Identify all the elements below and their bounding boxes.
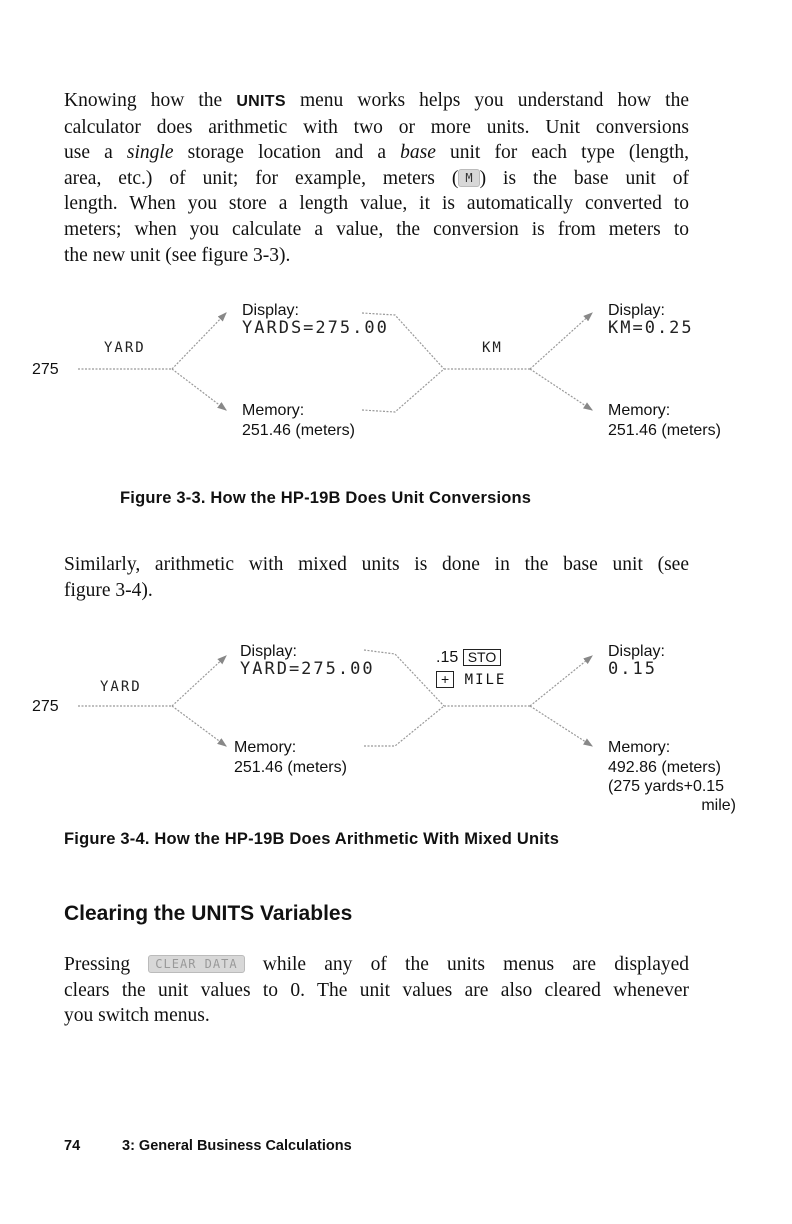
fig4-display-value-2: 0.15: [608, 659, 657, 679]
fig4-middle-value: [436, 648, 501, 668]
intro-line-7: the new unit (see figure 3-3).: [64, 244, 291, 266]
fig4-display-label-2: Display:: [608, 643, 665, 660]
mile-key: MILE: [464, 672, 507, 688]
mixed-line-1: Similarly, arithmetic with mixed units is done in the base unit (see: [64, 554, 689, 575]
intro-line-3: use a single storage location and a base unit for each type (length,: [64, 142, 689, 164]
fig3-display-label-2: Display:: [608, 302, 665, 319]
fig4-memory-note-1: (275 yards+0.15: [608, 778, 725, 795]
fig3-display-value-1: YARDS=275.00: [242, 318, 389, 338]
fig3-middle-key: KM: [482, 340, 503, 356]
fig3-input-value: 275: [32, 361, 59, 378]
fig4-memory-value-2: 492.86 (meters): [608, 759, 721, 776]
fig3-input-key: YARD: [104, 340, 146, 356]
fig3-memory-label-1: Memory:: [242, 402, 305, 419]
fig4-memory-label-2: Memory:: [608, 739, 671, 756]
intro-line-1: Knowing how the UNITS menu works helps you understand how the: [64, 90, 689, 111]
fig3-memory-label-2: Memory:: [608, 402, 671, 419]
mixed-line-2: figure 3-4).: [64, 579, 153, 601]
fig4-input-key: YARD: [100, 679, 142, 695]
fig3-memory-value-2: 251.46 (meters): [608, 422, 721, 439]
fig4-memory-value-1: 251.46 (meters): [234, 759, 347, 776]
section-paragraph: [64, 952, 689, 1029]
intro-line-6: meters; when you calculate a value, the conversion is from meters to: [64, 218, 689, 240]
clear-data-key: CLEAR DATA: [148, 955, 244, 973]
sto-key: STO: [463, 649, 502, 666]
section-heading: Clearing the UNITS Variables: [64, 902, 353, 925]
plus-key: +: [436, 671, 454, 688]
fig4-middle-keys: [436, 670, 506, 690]
mixed-paragraph: [64, 552, 689, 603]
figure-3-3-caption: Figure 3-3. How the HP-19B Does Unit Conversions: [120, 489, 532, 507]
units-menu-name: UNITS: [236, 93, 286, 110]
fig3-memory-value-1: 251.46 (meters): [242, 422, 355, 439]
fig4-memory-label-1: Memory:: [234, 739, 297, 756]
intro-line-4: area, etc.) of unit; for example, meters ( M ) is the base unit of: [64, 167, 689, 189]
emphasis-single: single: [126, 142, 174, 164]
fig4-memory-note-2: mile): [701, 797, 736, 814]
chapter-title: 3: General Business Calculations: [122, 1138, 352, 1154]
section-line-2: clears the unit values to 0. The unit values are also cleared whenever: [64, 979, 689, 1001]
meters-menu-key: M: [458, 169, 479, 187]
fig4-middle-number: .15: [436, 649, 459, 666]
fig4-input-value: 275: [32, 698, 59, 715]
intro-line-5: length. When you store a length value, it is automatically converted to: [64, 193, 689, 215]
figure-3-4-caption: Figure 3-4. How the HP-19B Does Arithmetic With Mixed Units: [64, 830, 560, 848]
intro-line-2: calculator does arithmetic with two or more units. Unit conversions: [64, 116, 689, 138]
fig4-display-label-1: Display:: [240, 643, 297, 660]
page-number: 74: [64, 1138, 81, 1154]
fig3-display-value-2: KM=0.25: [608, 318, 694, 338]
fig3-display-label-1: Display:: [242, 302, 299, 319]
section-line-3: you switch menus.: [64, 1005, 210, 1027]
fig4-display-value-1: YARD=275.00: [240, 659, 375, 679]
emphasis-base: base: [400, 142, 436, 164]
section-line-1: Pressing CLEAR DATA while any of the units menus are displayed: [64, 954, 690, 975]
